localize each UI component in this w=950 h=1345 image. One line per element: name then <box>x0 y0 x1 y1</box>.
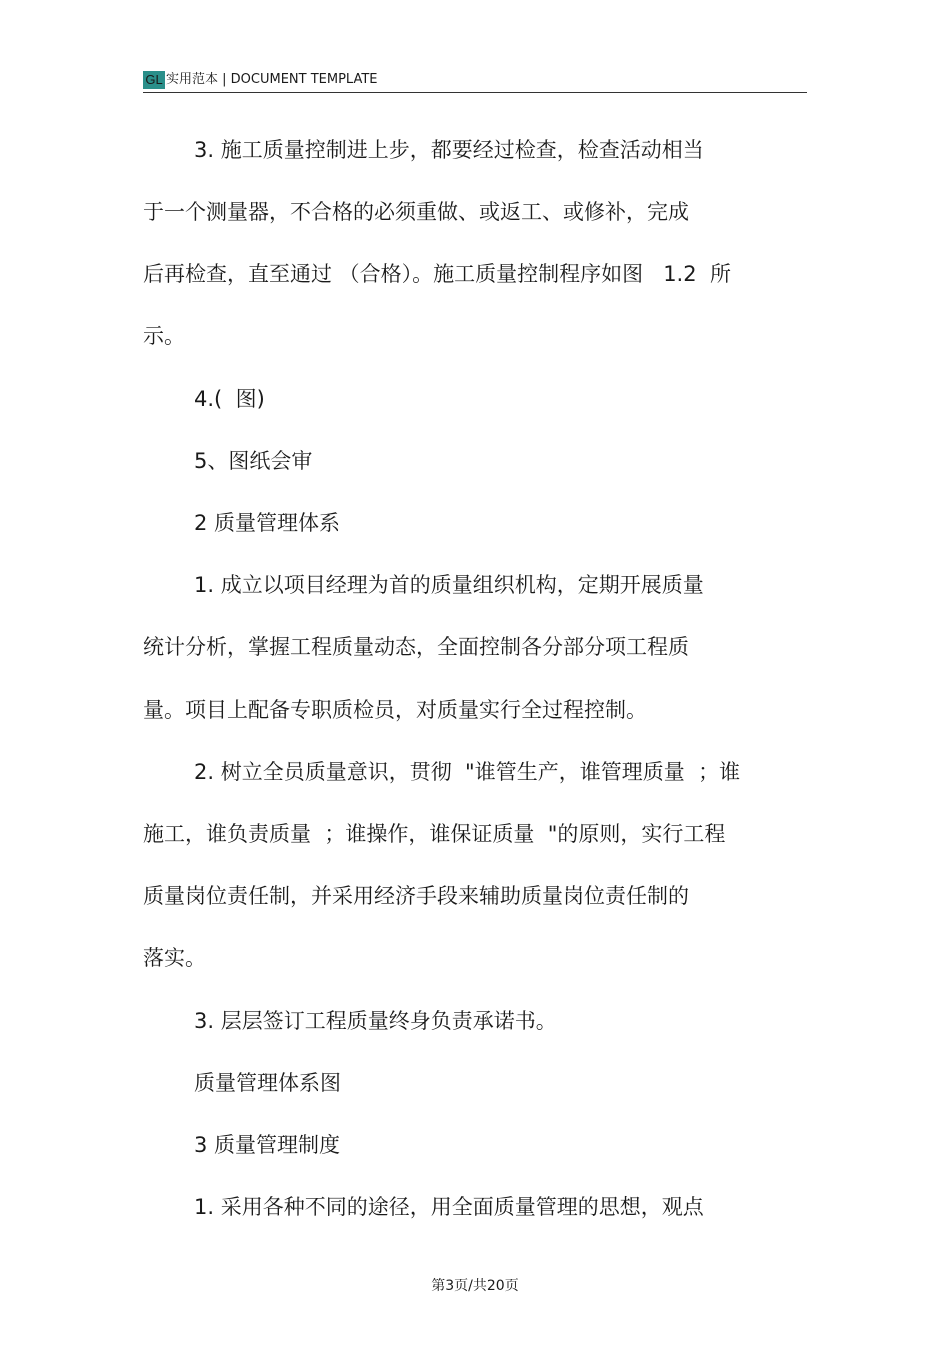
paragraph-line-13: 质量岗位责任制，并采用经济手段来辅助质量岗位责任制的 <box>143 884 689 908</box>
paragraph-line-4: 示。 <box>143 324 185 348</box>
header-title: 实用范本 | DOCUMENT TEMPLATE <box>166 72 378 87</box>
paragraph-line-2: 于一个测量器，不合格的必须重做、或返工、或修补，完成 <box>143 200 689 224</box>
paragraph-line-10: 量。项目上配备专职质检员，对质量实行全过程控制。 <box>143 698 647 722</box>
section-heading-drawing-review: 5、图纸会审 <box>194 449 313 473</box>
section-heading-quality-system: 2 质量管理体系 <box>194 511 341 535</box>
page-header <box>143 70 807 93</box>
section-heading-quality-rules: 3 质量管理制度 <box>194 1133 341 1157</box>
paragraph-line-12: 施工，谁负责质量 ；谁操作，谁保证质量 "的原则，实行工程 <box>143 822 726 846</box>
paragraph-line-18: 1. 采用各种不同的途径，用全面质量管理的思想，观点 <box>194 1195 704 1219</box>
paragraph-line-5: 4.( 图) <box>194 387 265 411</box>
paragraph-line-9: 统计分析，掌握工程质量动态，全面控制各分部分项工程质 <box>143 635 689 659</box>
page-number: 第3页/共20页 <box>431 1278 519 1294</box>
paragraph-line-8: 1. 成立以项目经理为首的质量组织机构，定期开展质量 <box>194 573 704 597</box>
paragraph-line-3: 后再检查，直至通过 （合格）。施工质量控制程序如图 1.2 所 <box>143 262 731 286</box>
paragraph-line-1: 3. 施工质量控制进上步，都要经过检查，检查活动相当 <box>194 138 704 162</box>
paragraph-line-11: 2. 树立全员质量意识，贯彻 "谁管生产，谁管理质量 ；谁 <box>194 760 741 784</box>
figure-caption: 质量管理体系图 <box>194 1071 341 1095</box>
logo-badge: GL <box>143 71 165 89</box>
paragraph-line-14: 落实。 <box>143 946 206 970</box>
paragraph-line-15: 3. 层层签订工程质量终身负责承诺书。 <box>194 1009 557 1033</box>
